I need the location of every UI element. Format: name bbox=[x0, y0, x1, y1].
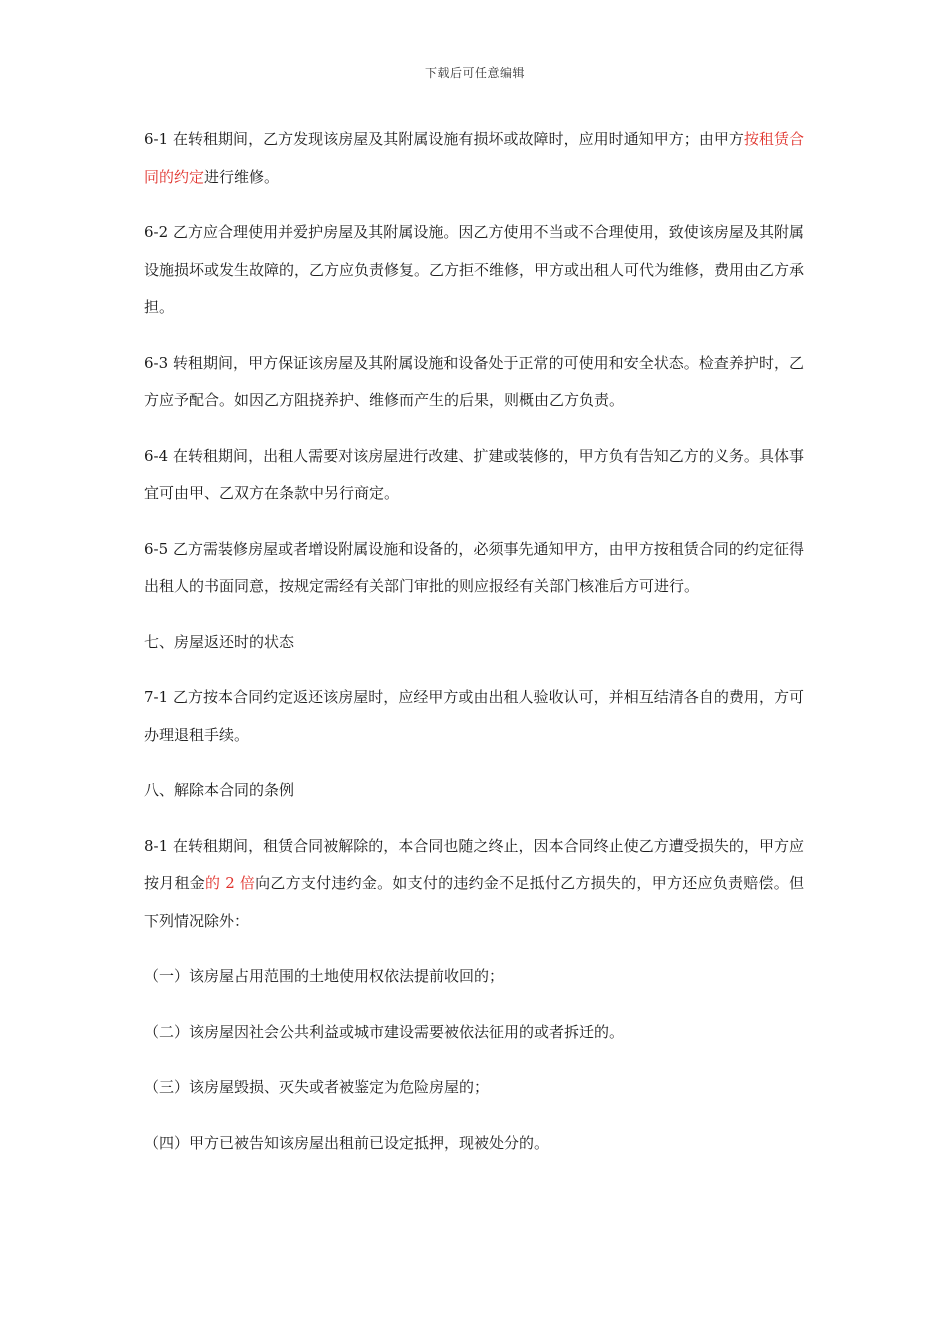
document-body bbox=[144, 121, 804, 1180]
paragraph-text: （一）该房屋占用范围的土地使用权依法提前收回的； bbox=[144, 967, 505, 985]
paragraph-text: 7-1 乙方按本合同约定返还该房屋时，应经甲方或由出租人验收认可，并相互结清各自的费用，方可办理退租手续。 bbox=[144, 688, 804, 744]
paragraph-s7 bbox=[144, 624, 804, 662]
paragraph-text: 6-3 转租期间，甲方保证该房屋及其附属设施和设备处于正常的可使用和安全状态。检查养护时，乙方应予配合。如因乙方阻挠养护、维修而产生的后果，则概由乙方负责。 bbox=[144, 353, 804, 409]
paragraph-text: 进行维修。 bbox=[204, 167, 280, 186]
page-header: 下载后可任意编辑 bbox=[424, 66, 525, 80]
paragraph-text: （三）该房屋毁损、灭失或者被鉴定为危险房屋的； bbox=[144, 1078, 490, 1096]
paragraph-text: （二）该房屋因社会公共利益或城市建设需要被依法征用的或者拆迁的。 bbox=[144, 1022, 625, 1041]
paragraph-i3 bbox=[144, 1069, 804, 1107]
paragraph-p7-1 bbox=[144, 679, 804, 754]
paragraph-i4 bbox=[144, 1125, 804, 1163]
paragraph-p6-2 bbox=[144, 214, 804, 327]
paragraph-p8-1 bbox=[144, 828, 804, 941]
paragraph-p6-3 bbox=[144, 345, 804, 420]
paragraph-text: 向乙方支付违约金。如支付的违约金不足抵付乙方损失的，甲方还应负责赔偿。但下列情况除外： bbox=[144, 874, 804, 930]
paragraph-s8 bbox=[144, 772, 804, 810]
paragraph-text: 七、房屋返还时的状态 bbox=[144, 632, 295, 651]
paragraph-text: 8-1 在转租期间，租赁合同被解除的，本合同也随之终止，因本合同终止使乙方遭受损失的，甲方应按月租金 bbox=[144, 836, 804, 892]
paragraph-text: 6-5 乙方需装修房屋或者增设附属设施和设备的，必须事先通知甲方，由甲方按租赁合同的约定征得出租人的书面同意，按规定需经有关部门审批的则应报经有关部门核准后方可进行。 bbox=[144, 539, 804, 595]
paragraph-text: 6-2 乙方应合理使用并爱护房屋及其附属设施。因乙方使用不当或不合理使用，致使该房屋及其附属设施损坏或发生故障的，乙方应负责修复。乙方拒不维修，甲方或出租人可代为维修，费用由乙方承担。 bbox=[144, 223, 805, 316]
paragraph-p6-5 bbox=[144, 531, 804, 606]
paragraph-text: 6-4 在转租期间，出租人需要对该房屋进行改建、扩建或装修的，甲方负有告知乙方的义务。具体事宜可由甲、乙双方在条款中另行商定。 bbox=[144, 446, 804, 502]
highlighted-text: 的 2 倍 bbox=[205, 874, 256, 892]
paragraph-p6-4 bbox=[144, 438, 804, 513]
paragraph-text: （四）甲方已被告知该房屋出租前已设定抵押，现被处分的。 bbox=[144, 1133, 550, 1152]
paragraph-text: 八、解除本合同的条例 bbox=[144, 781, 295, 799]
paragraph-p6-1 bbox=[144, 121, 804, 196]
highlighted-text: 按租赁合同的约定 bbox=[144, 130, 804, 186]
paragraph-text: 6-1 在转租期间，乙方发现该房屋及其附属设施有损坏或故障时，应用时通知甲方；由甲方 bbox=[144, 130, 744, 148]
paragraph-i1 bbox=[144, 958, 804, 996]
paragraph-i2 bbox=[144, 1014, 804, 1052]
